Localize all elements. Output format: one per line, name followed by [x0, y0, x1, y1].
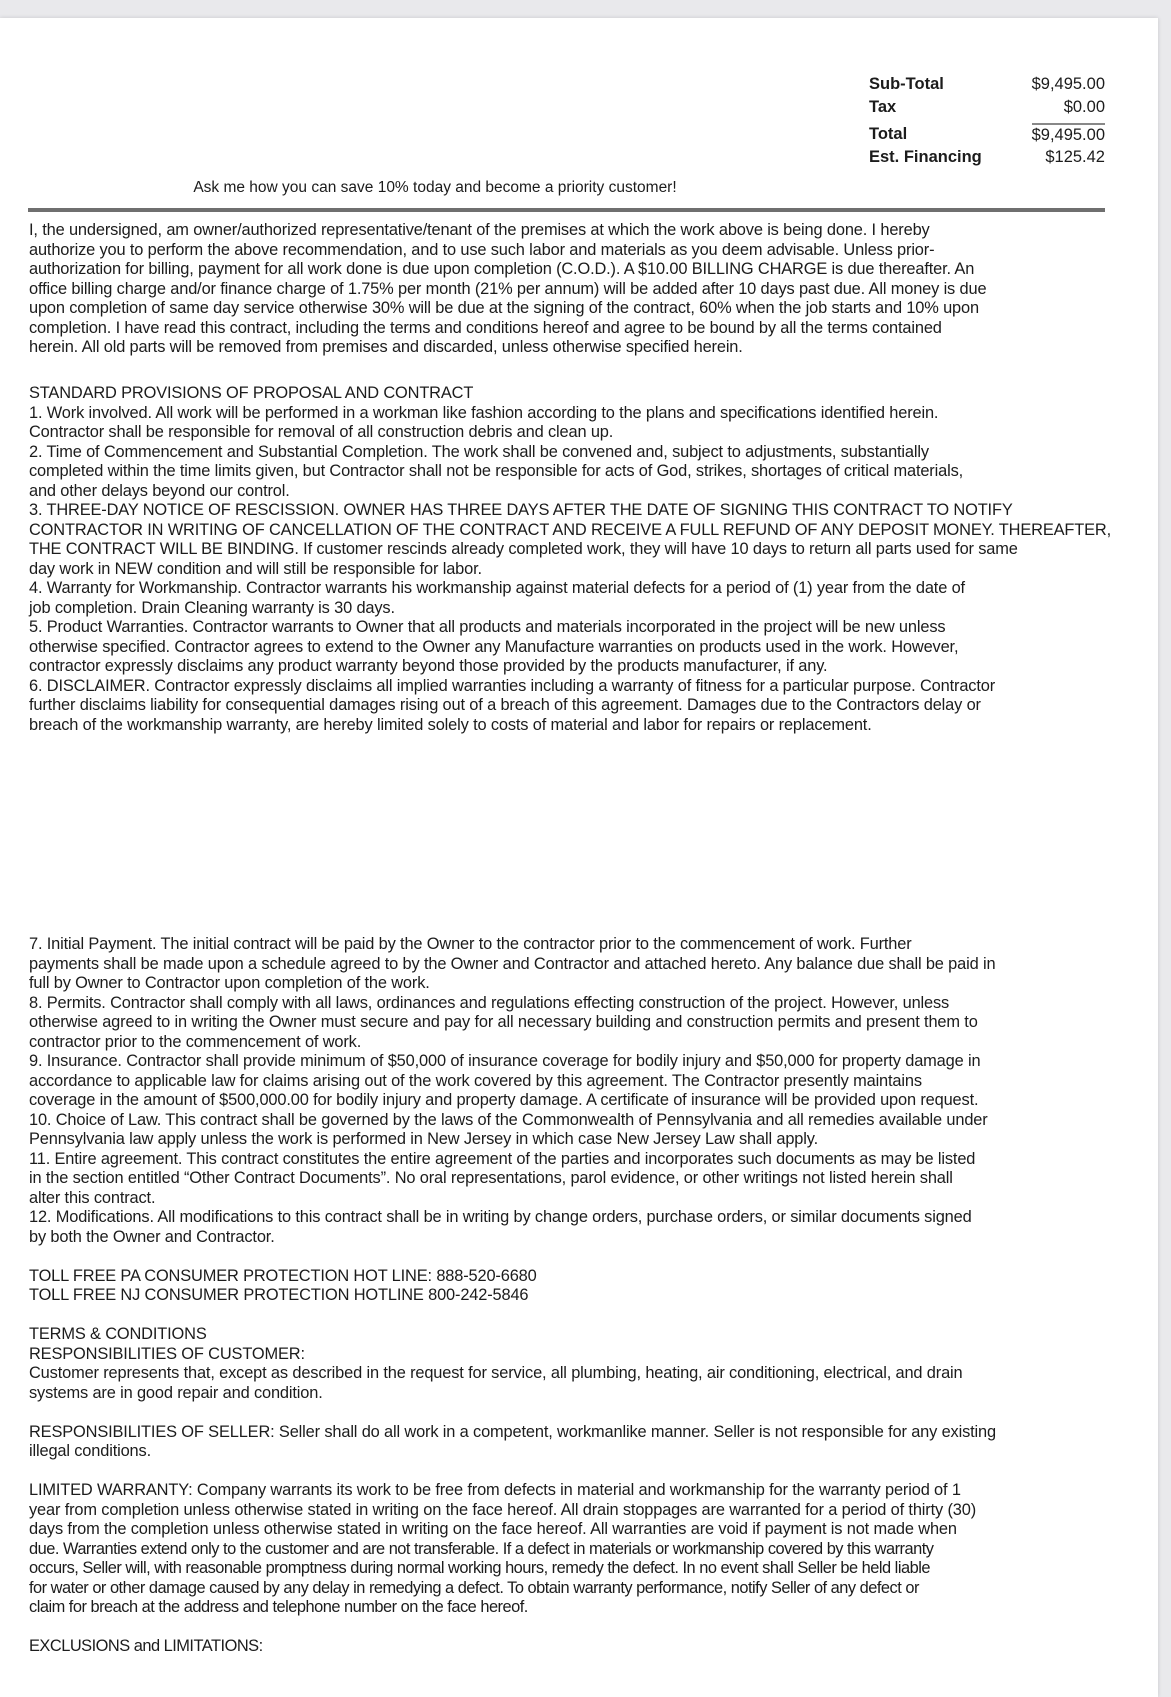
- limited-warranty-line: days from the completion unless otherwise stated in writing on the face hereof. All warranties are void if payment is not made when: [29, 1520, 957, 1538]
- provision-line: 10. Choice of Law. This contract shall be governed by the laws of the Commonwealth of Pennsylvania and all remedies available under: [29, 1110, 988, 1129]
- financing-value: $125.42: [1045, 148, 1105, 166]
- authorization-line: authorize you to perform the above recommendation, and to use such labor and materials as you deem advisable. Unless prior-: [29, 240, 935, 259]
- customer-responsibilities-line: Customer represents that, except as described in the request for service, all plumbing, heating, air conditioning, electrical, and drain: [29, 1364, 963, 1382]
- total-label: Total: [869, 125, 908, 143]
- provision-line: further disclaims liability for consequential damages rising out of a breach of this agreement. Damages due to the Contractors delay or: [29, 696, 981, 714]
- tax-row: [869, 96, 1105, 119]
- provision-line: Pennsylvania law apply unless the work is performed in New Jersey in which case New Jersey Law shall apply.: [29, 1130, 818, 1148]
- authorization-line: I, the undersigned, am owner/authorized representative/tenant of the premises at which the work above is being done. I hereby: [29, 221, 930, 239]
- provision-line: otherwise agreed to in writing the Owner must secure and pay for all necessary building and construction permits and present them to: [29, 1013, 978, 1031]
- provision-line: 11. Entire agreement. This contract constitutes the entire agreement of the parties and incorporates such documents as may be listed: [29, 1149, 976, 1168]
- provision-line: job completion. Drain Cleaning warranty is 30 days.: [29, 598, 395, 617]
- exclusions-title: EXCLUSIONS and LIMITATIONS:: [29, 1637, 263, 1655]
- provision-line: contractor prior to the commencement of work.: [29, 1032, 362, 1051]
- seller-responsibilities-line: RESPONSIBILITIES OF SELLER: Seller shall do all work in a competent, workmanlike manner. Seller is not responsible for any existing: [29, 1422, 996, 1441]
- provision-line: coverage in the amount of $500,000.00 for bodily injury and property damage. A certificate of insurance will be provided upon request.: [29, 1091, 979, 1109]
- provision-line: accordance to applicable law for claims arising out of the work covered by this agreement. The Contractor presently maintains: [29, 1071, 922, 1090]
- provision-line: CONTRACTOR IN WRITING OF CANCELLATION OF THE CONTRACT AND RECEIVE A FULL REFUND OF ANY DEPOSIT MONEY. THEREAFTER,: [29, 520, 1111, 539]
- provision-line: payments shall be made upon a schedule agreed to by the Owner and Contractor and attached hereto. Any balance due shall be paid in: [29, 954, 996, 973]
- promo-text: Ask me how you can save 10% today and become a priority customer!: [193, 179, 677, 196]
- tax-label: Tax: [869, 98, 897, 116]
- authorization-line: herein. All old parts will be removed from premises and discarded, unless otherwise specified herein.: [29, 338, 743, 356]
- provision-line: 2. Time of Commencement and Substantial Completion. The work shall be convened and, subject to adjustments, substantially: [29, 442, 929, 461]
- provision-line: THE CONTRACT WILL BE BINDING. If customer rescinds already completed work, they will have 10 days to return all parts used for same: [29, 540, 1018, 558]
- authorization-line: authorization for billing, payment for all work done is due upon completion (C.O.D.). A $10.00 BILLING CHARGE is due thereafter. An: [29, 260, 975, 278]
- limited-warranty-line: for water or other damage caused by any delay in remedying a defect. To obtain warranty performance, notify Seller of any defect or: [29, 1578, 919, 1597]
- provision-line: 9. Insurance. Contractor shall provide minimum of $50,000 of insurance coverage for bodily injury and $50,000 for property damage in: [29, 1052, 981, 1070]
- customer-responsibilities-title: RESPONSIBILITIES OF CUSTOMER:: [29, 1344, 305, 1363]
- authorization-line: upon completion of same day service otherwise 30% will be due at the signing of the contract, 60% when the job starts and 10% upon: [29, 299, 979, 317]
- provision-line: day work in NEW condition and will still be responsible for labor.: [29, 559, 482, 578]
- promo-line: [0, 178, 1130, 198]
- provision-line: in the section entitled “Other Contract Documents”. No oral representations, parol evidence, or other writings not listed herein shall: [29, 1169, 953, 1187]
- standard-provisions-part2: [29, 935, 1119, 1657]
- limited-warranty-line: year from completion unless otherwise stated in writing on the face hereof. All drain stoppages are warranted for a period of thirty (30): [29, 1500, 977, 1519]
- terms-title: TERMS & CONDITIONS: [29, 1325, 207, 1343]
- standard-provisions-part1: [29, 384, 1119, 735]
- authorization-paragraph: [29, 221, 1119, 358]
- provisions-title: STANDARD PROVISIONS OF PROPOSAL AND CONTRACT: [29, 384, 474, 402]
- provision-line: otherwise specified. Contractor agrees to extend to the Owner any Manufacture warranties on products used in the work. However,: [29, 637, 959, 656]
- provision-line: 7. Initial Payment. The initial contract will be paid by the Owner to the contractor prior to the commencement of work. Further: [29, 935, 912, 953]
- authorization-line: completion. I have read this contract, including the terms and conditions hereof and agree to be bound by all the terms contained: [29, 318, 942, 337]
- provision-line: full by Owner to Contractor upon completion of the work.: [29, 974, 430, 992]
- document-page: [0, 18, 1158, 1697]
- pa-hotline: TOLL FREE PA CONSUMER PROTECTION HOT LINE: 888-520-6680: [29, 1266, 537, 1285]
- subtotal-value: $9,495.00: [1031, 75, 1105, 93]
- section-divider: [28, 208, 1105, 212]
- financing-label: Est. Financing: [869, 148, 982, 166]
- financing-row: [869, 146, 1105, 169]
- seller-responsibilities-line: illegal conditions.: [29, 1442, 151, 1460]
- provision-line: 4. Warranty for Workmanship. Contractor warrants his workmanship against material defects for a period of (1) year from the date of: [29, 579, 965, 597]
- provision-line: 3. THREE-DAY NOTICE OF RESCISSION. OWNER HAS THREE DAYS AFTER THE DATE OF SIGNING THIS CONTRACT TO NOTIFY: [29, 501, 1013, 519]
- authorization-line: office billing charge and/or finance charge of 1.75% per month (21% per annum) will be added after 10 days past due. All money is due: [29, 279, 987, 298]
- limited-warranty-line: LIMITED WARRANTY: Company warrants its work to be free from defects in material and workmanship for the warranty period of 1: [29, 1481, 961, 1499]
- provision-line: alter this contract.: [29, 1188, 156, 1207]
- limited-warranty-line: occurs, Seller will, with reasonable promptness during normal working hours, remedy the defect. In no event shall Seller be held liable: [29, 1559, 930, 1577]
- provision-line: Contractor shall be responsible for removal of all construction debris and clean up.: [29, 423, 614, 441]
- provision-line: by both the Owner and Contractor.: [29, 1227, 275, 1246]
- provision-line: 6. DISCLAIMER. Contractor expressly disclaims all implied warranties including a warranty of fitness for a particular purpose. Contractor: [29, 676, 996, 695]
- provision-line: 12. Modifications. All modifications to this contract shall be in writing by change orders, purchase orders, or similar documents signed: [29, 1208, 972, 1226]
- provision-line: 8. Permits. Contractor shall comply with all laws, ordinances and regulations effecting construction of the project. However, unless: [29, 993, 950, 1012]
- subtotal-label: Sub-Total: [869, 75, 944, 93]
- nj-hotline: TOLL FREE NJ CONSUMER PROTECTION HOTLINE 800-242-5846: [29, 1286, 529, 1304]
- subtotal-row: [869, 73, 1105, 96]
- total-value: $9,495.00: [1032, 123, 1105, 146]
- customer-responsibilities-line: systems are in good repair and condition.: [29, 1383, 323, 1402]
- provision-line: completed within the time limits given, but Contractor shall not be responsible for acts of God, strikes, shortages of critical materials,: [29, 462, 964, 480]
- limited-warranty-line: due. Warranties extend only to the customer and are not transferable. If a defect in materials or workmanship covered by this warranty: [29, 1539, 934, 1558]
- provision-line: and other delays beyond our control.: [29, 481, 290, 500]
- total-row: [869, 123, 1105, 146]
- provision-line: breach of the workmanship warranty, are hereby limited solely to costs of material and labor for repairs or replacement.: [29, 715, 872, 734]
- totals-summary: [869, 73, 1105, 169]
- provision-line: 5. Product Warranties. Contractor warrants to Owner that all products and materials incorporated in the project will be new unless: [29, 618, 946, 636]
- limited-warranty-line: claim for breach at the address and telephone number on the face hereof.: [29, 1598, 528, 1616]
- provision-line: 1. Work involved. All work will be performed in a workman like fashion according to the plans and specifications identified herein.: [29, 403, 939, 422]
- tax-value: $0.00: [1063, 98, 1105, 116]
- provision-line: contractor expressly disclaims any product warranty beyond those provided by the products manufacturer, if any.: [29, 657, 828, 675]
